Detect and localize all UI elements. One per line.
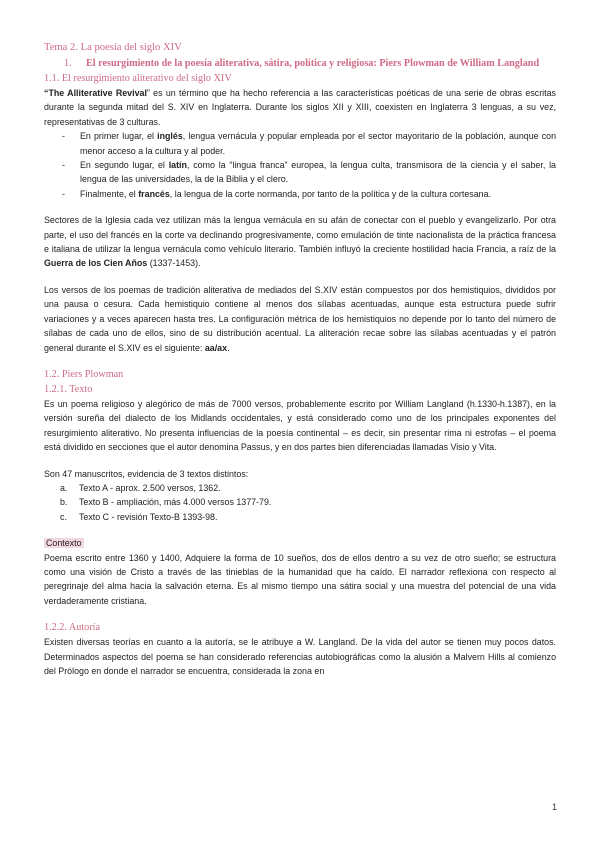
list-item-text: Texto B - ampliación, más 4.000 versos 1377-79.: [79, 497, 272, 508]
text-fragment: En primer lugar, el: [80, 131, 158, 142]
verse-structure-paragraph: [44, 283, 556, 355]
list-item-text: Texto A - aprox. 2.500 versos, 1362.: [79, 482, 221, 493]
text-fragment: Finalmente, el: [80, 188, 139, 199]
texto-paragraph: Es un poema religioso y alegórico de más de 7000 versos, probablemente escrito por William Langland (h.1330-h.1387), en la versión sureña del dialecto de los Midlands occidentales, y está considerado como uno de los principales exponentes del resurgimiento aliterativo. No presenta influencias de la poesía continental – es decir, sin presentar rima ni estrofas – el poema está dividido en secciones que el autor denomina Passus, y en dos partes bien diferenciadas llamadas Visio y Vita.: [44, 398, 556, 453]
bold-term: Guerra de los Cien Años: [44, 258, 148, 269]
list-marker: c.: [60, 511, 67, 522]
topic-item-title: El resurgimiento de la poesía aliterativa, sátira, política y religiosa: Piers Plowman de William Langland: [86, 58, 540, 69]
list-marker: b.: [60, 497, 68, 508]
languages-list: [62, 129, 556, 201]
subsection-heading-autoria: 1.2.2. Autoría: [44, 622, 101, 634]
page-number: 1: [552, 802, 558, 812]
list-item-text: Texto C - revisión Texto-B 1393-98.: [79, 511, 218, 522]
contexto-paragraph: Poema escrito entre 1360 y 1400, Adquiere la forma de 10 sueños, dos de ellos dentro a su vez de otro sueño; se estructura como una visión de Cristo a través de las tinieblas de la humanidad que ha caído. El narrador reflexiona con respecto al peregrinaje del alma hacia la salvación eterna. Es al mismo tiempo una sátira social y una muestra del potencial de una vida verdaderamente cristiana.: [44, 552, 556, 606]
section-heading-1-2: 1.2. Piers Plowman: [44, 368, 124, 380]
contexto-label-row: [44, 536, 556, 550]
list-item: [62, 129, 556, 158]
church-paragraph: [44, 213, 556, 271]
subsection-heading-texto: 1.2.1. Texto: [44, 383, 93, 395]
section-heading-1-1: 1.1. El resurgimiento aliterativo del siglo XIV: [44, 73, 232, 84]
list-dash: -: [62, 188, 65, 199]
list-marker: a.: [60, 482, 68, 493]
topic-title: Tema 2. La poesía del siglo XIV: [44, 42, 182, 53]
list-item: [60, 495, 556, 509]
contexto-label: Contexto: [46, 538, 82, 549]
text-fragment: (1337-1453).: [147, 258, 201, 269]
intro-paragraph: [44, 86, 556, 129]
text-fragment: , como la “lingua franca” europea, la lengua culta, transmisora de la ciencia y el saber, la lengua de las universidades, la de la Biblia y el clero.: [80, 160, 556, 185]
autoria-paragraph: Existen diversas teorías en cuanto a la autoría, se le atribuye a W. Langland. De la vida del autor se tienen muy pocos datos. Determinados aspectos del poema se han considerado referencias autobiográficas como la alusión a Malvern Hills al comienzo del Prólogo en donde el narrador se encuentra, considerada la zona en: [44, 637, 556, 676]
text-fragment: Los versos de los poemas de tradición aliterativa de mediados del S.XIV están compuestos por dos hemistiquios, divididos por una pausa o cesura. Cada hemistiquio contiene al menos dos sílabas acentuadas, aunque esta estructura puede sufrir variaciones y a veces aparecen hasta tres. La configuración métrica de los hemistiquios no depende por lo tanto del número de sílabas de cada uno de ellos, sino de su distribución acentual. La aliteración recae sobre las sílabas acentuadas y el patrón general durante el S.XIV es el siguiente:: [44, 284, 556, 353]
topic-item: [64, 56, 556, 71]
text-fragment: , la lengua de la corte normanda, por tanto de la política y de la cultura cortesana.: [169, 188, 491, 199]
text-fragment: En segundo lugar, el: [80, 160, 169, 171]
text-fragment: .: [227, 342, 230, 353]
list-item-text: [80, 158, 556, 187]
list-dash: -: [62, 160, 65, 171]
alliterative-revival-term: “The Alliterative Revival: [44, 88, 147, 98]
manuscripts-list: [60, 481, 556, 524]
list-item: [60, 510, 556, 524]
list-item: [62, 158, 556, 187]
topic-item-list: [64, 56, 556, 71]
list-item: [60, 481, 556, 495]
text-fragment: , lengua vernácula y popular empleada por el sector mayoritario de la población, aunque con menor acceso a la cultura y al poder.: [80, 131, 557, 156]
text-fragment: Sectores de la Iglesia cada vez utilizan más la lengua vernácula en su afán de conectar con el pueblo y evangelizarlo. Por otra parte, el uso del francés en la corte va declinando progresivamente, como emulación de tinte nacionalista de la práctica francesa e italiana de utilizar la lengua vernácula como vehículo literario. También influyó la creciente hostilidad hacia Francia, a raíz de la: [44, 215, 556, 255]
manuscripts-intro: Son 47 manuscritos, evidencia de 3 textos distintos:: [44, 468, 249, 479]
bold-term: aa/ax: [204, 342, 228, 353]
topic-item-number: 1.: [64, 58, 72, 69]
list-item-text: [80, 129, 556, 158]
document-page: [44, 40, 556, 678]
bold-term: francés: [138, 188, 170, 199]
list-item: [62, 187, 556, 201]
intro-text: ” es un término que ha hecho referencia a las características poéticas de una serie de obras escritas durante la segunda mitad del S. XIV en Inglaterra. Durante los siglos XII y XIII, coexisten en Inglaterra 3 lenguas, a su vez, representativas de 3 culturas.: [44, 88, 556, 127]
bold-term: inglés: [157, 131, 183, 142]
list-item-text: [80, 187, 491, 201]
list-dash: -: [62, 131, 65, 142]
bold-term: latín: [168, 160, 187, 171]
